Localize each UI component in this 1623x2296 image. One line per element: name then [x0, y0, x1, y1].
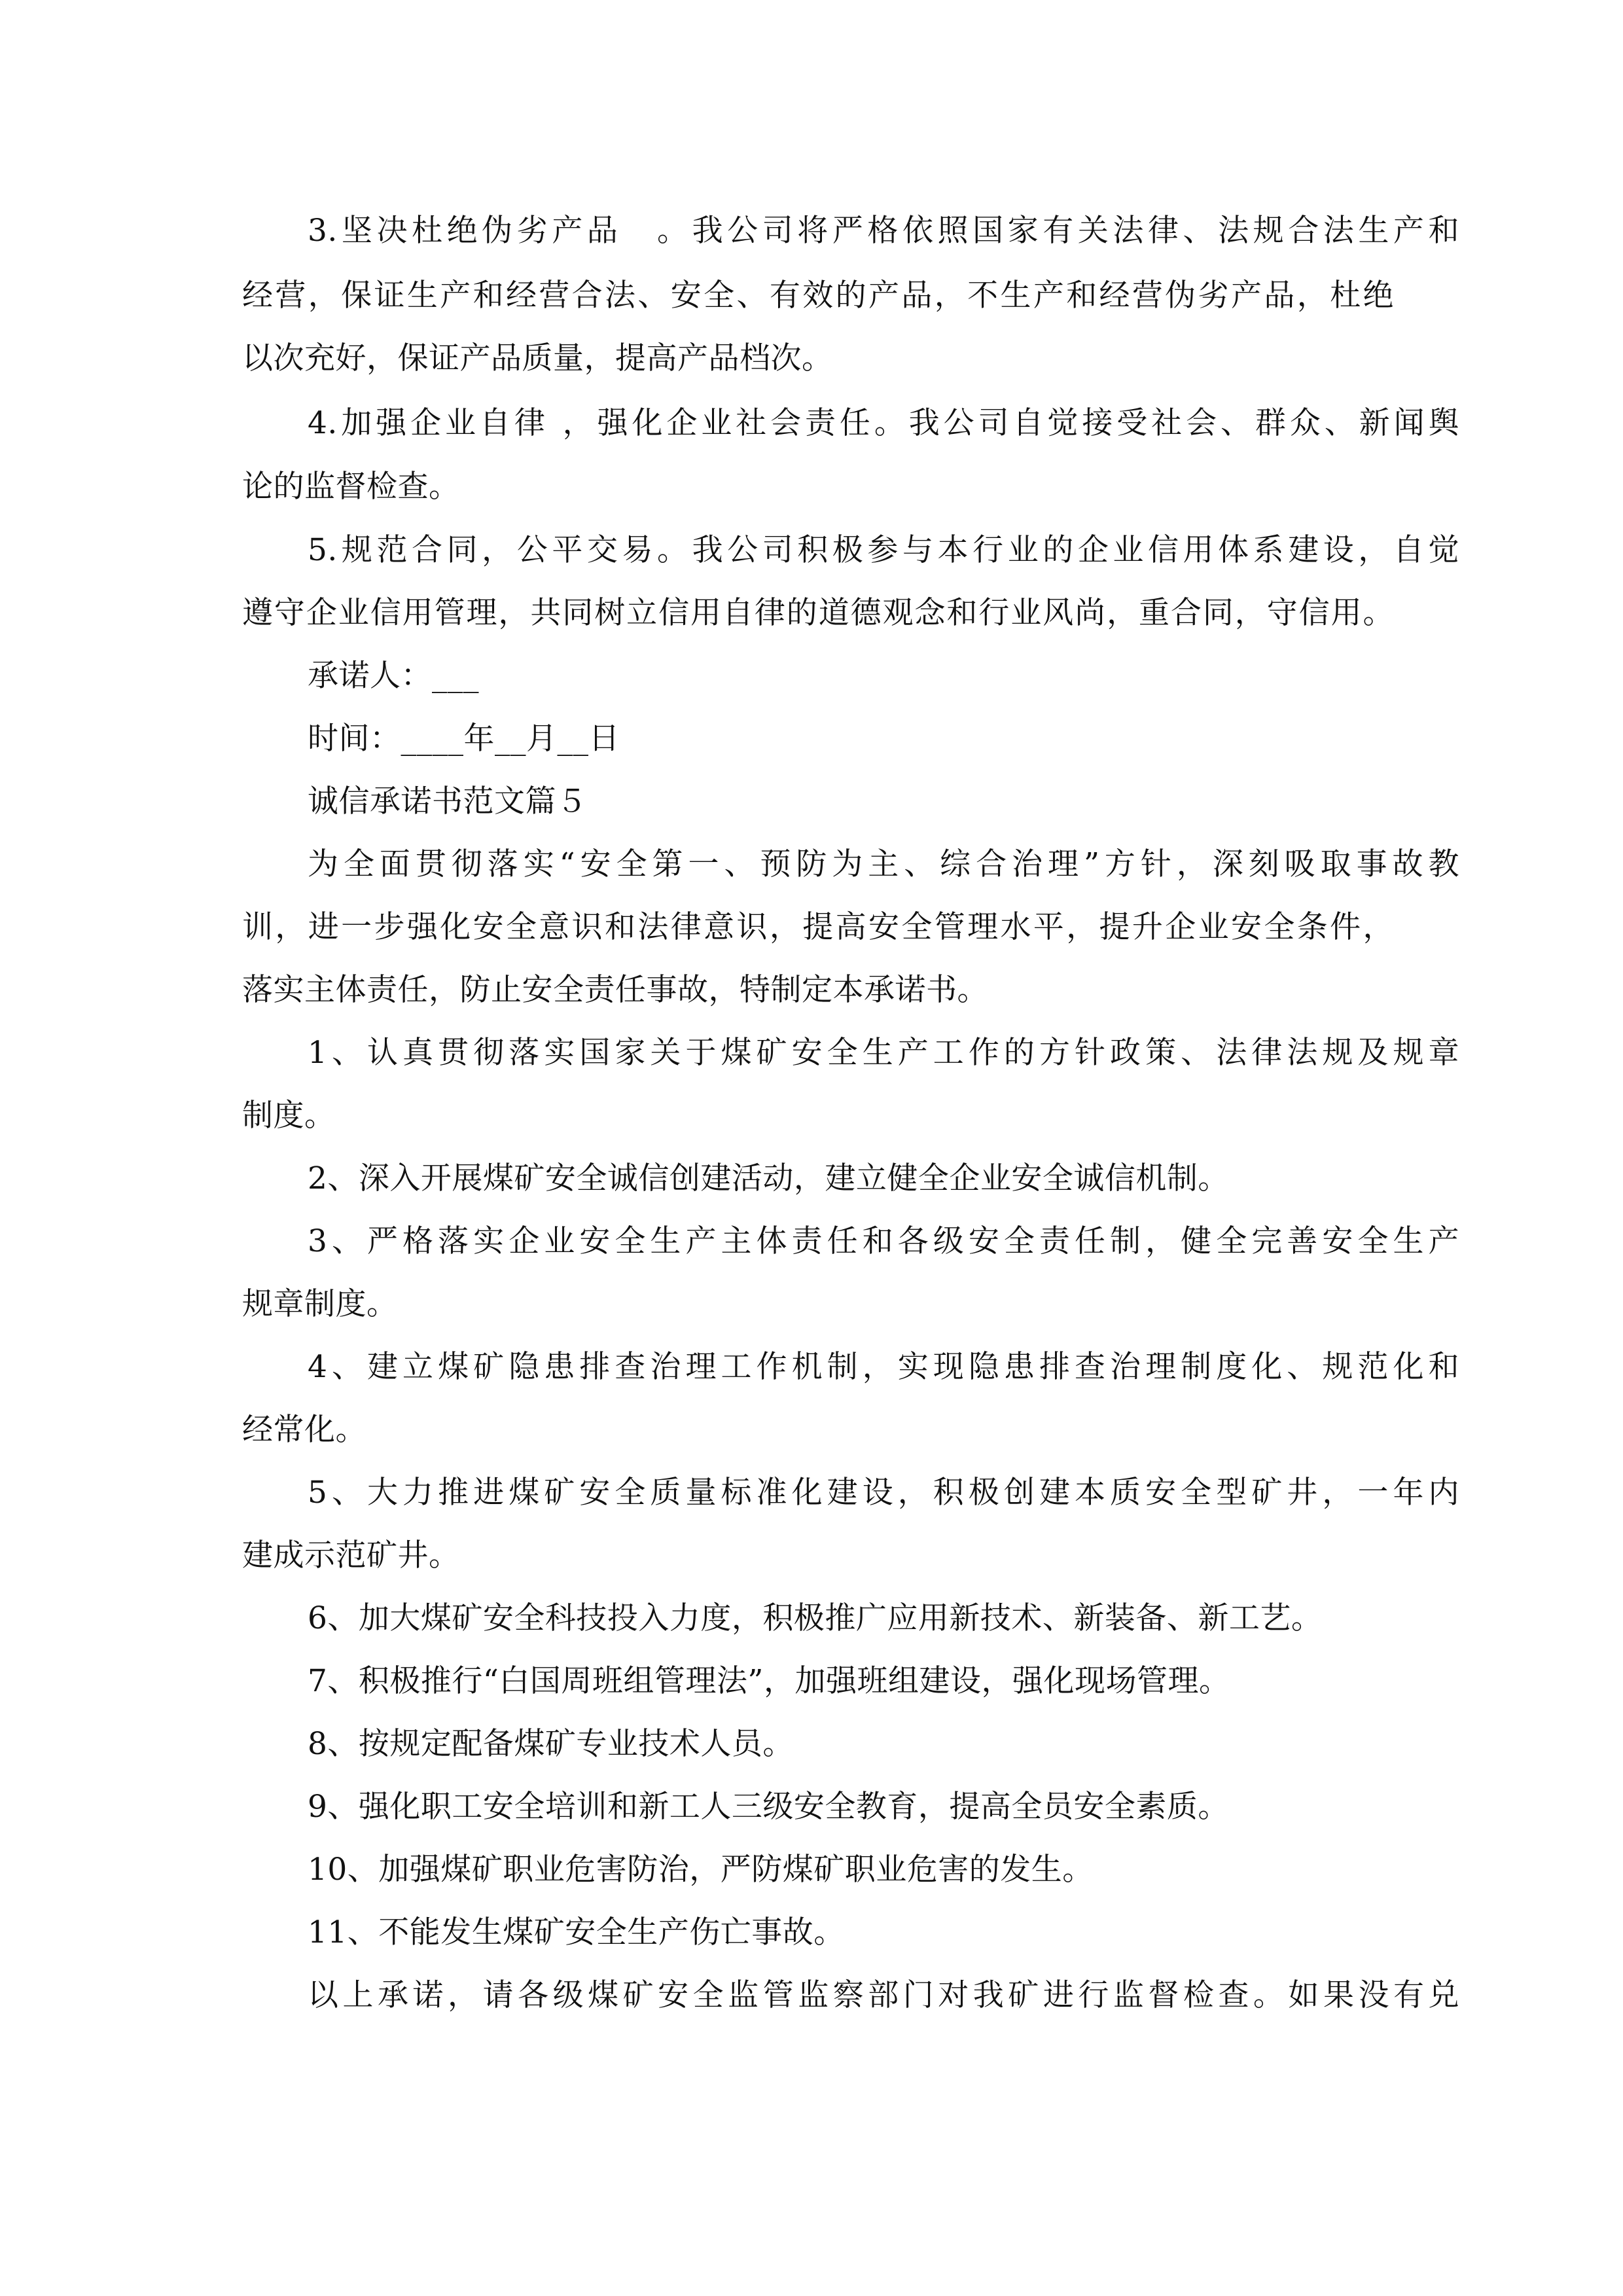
list-item: 9、强化职工安全培训和新工人三级安全教育，提高全员安全素质。 — [308, 1789, 1229, 1825]
list-item: 2、深入开展煤矿安全诚信创建活动，建立健全企业安全诚信机制。 — [308, 1160, 1229, 1196]
paragraph-line: 遵守企业信用管理，共同树立信用自律的道德观念和行业风尚，重合同，守信用。 — [242, 595, 1394, 631]
paragraph-line: 3.坚决杜绝伪劣产品 。我公司将严格依照国家有关法律、法规合法生产和 — [308, 213, 1459, 249]
list-item: 4、建立煤矿隐患排查治理工作机制，实现隐患排查治理制度化、规范化和 — [308, 1349, 1459, 1385]
date-line: 时间：____年__月__日 — [308, 721, 620, 757]
list-item-continuation: 经常化。 — [242, 1412, 366, 1448]
list-item-continuation: 制度。 — [242, 1098, 336, 1134]
list-item: 6、加大煤矿安全科技投入力度，积极推广应用新技术、新装备、新工艺。 — [308, 1600, 1323, 1636]
list-item: 8、按规定配备煤矿专业技术人员。 — [308, 1726, 794, 1762]
list-item: 5、大力推进煤矿安全质量标准化建设，积极创建本质安全型矿井，一年内 — [308, 1475, 1459, 1511]
list-item: 3、严格落实企业安全生产主体责任和各级安全责任制，健全完善安全生产 — [308, 1223, 1459, 1259]
list-item: 1、认真贯彻落实国家关于煤矿安全生产工作的方针政策、法律法规及规章 — [308, 1035, 1459, 1071]
paragraph-line: 4.加强企业自律 ，强化企业社会责任。我公司自觉接受社会、群众、新闻舆 — [308, 405, 1459, 441]
signatory-line: 承诺人：___ — [308, 658, 479, 694]
section-heading: 诚信承诺书范文篇５ — [308, 783, 588, 819]
paragraph-line: 以上承诺，请各级煤矿安全监管监察部门对我矿进行监督检查。如果没有兑 — [308, 1977, 1459, 2013]
list-item: 7、积极推行“白国周班组管理法”，加强班组建设，强化现场管理。 — [308, 1663, 1230, 1699]
list-item-continuation: 规章制度。 — [242, 1286, 398, 1322]
paragraph-line: 以次充好，保证产品质量，提高产品档次。 — [242, 340, 833, 376]
list-item-continuation: 建成示范矿井。 — [242, 1537, 460, 1573]
paragraph-line: 落实主体责任，防止安全责任事故，特制定本承诺书。 — [242, 972, 988, 1008]
paragraph-line: 经营，保证生产和经营合法、安全、有效的产品，不生产和经营伪劣产品，杜绝 — [242, 278, 1394, 314]
list-item: 11、不能发生煤矿安全生产伤亡事故。 — [308, 1914, 845, 1950]
paragraph-line: 训，进一步强化安全意识和法律意识，提高安全管理水平，提升企业安全条件， — [242, 909, 1394, 945]
paragraph-line: 为全面贯彻落实“安全第一、预防为主、综合治理”方针，深刻吸取事故教 — [308, 846, 1459, 882]
list-item: 10、加强煤矿职业危害防治，严防煤矿职业危害的发生。 — [308, 1852, 1094, 1888]
paragraph-line: 5.规范合同，公平交易。我公司积极参与本行业的企业信用体系建设，自觉 — [308, 532, 1459, 568]
paragraph-line: 论的监督检查。 — [242, 469, 460, 505]
